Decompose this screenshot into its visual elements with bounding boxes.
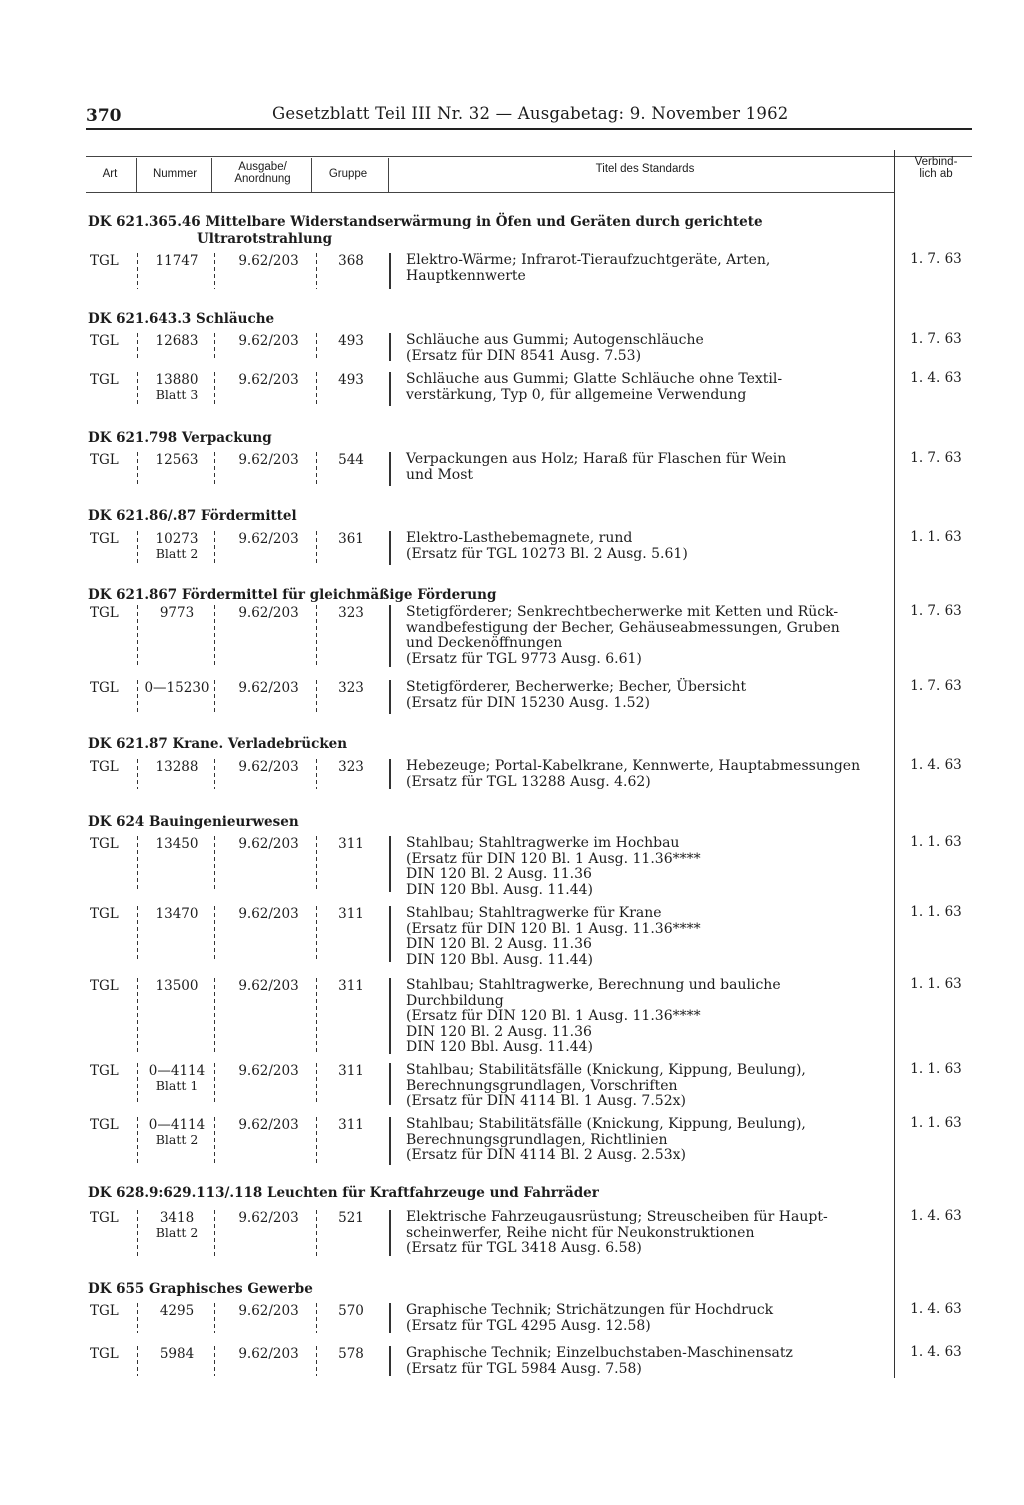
column-header-titel: Titel des Standards	[595, 163, 695, 175]
entry-gruppe: 311	[338, 836, 364, 852]
row-separator	[214, 759, 215, 789]
entry-ausgabe: 9.62/203	[238, 1117, 299, 1133]
entry-nummer: 12683	[155, 333, 199, 349]
entry-titel-line: verstärkung, Typ 0, für allgemeine Verwendung	[406, 386, 747, 403]
row-separator	[389, 759, 391, 789]
entry-titel-line: DIN 120 Bbl. Ausg. 11.44)	[406, 951, 593, 968]
row-separator	[137, 253, 138, 289]
row-separator	[137, 836, 138, 892]
entry-art: TGL	[90, 978, 119, 994]
section-heading	[88, 736, 347, 753]
section-heading	[88, 1281, 313, 1298]
column-header-top-rule	[86, 156, 972, 157]
row-separator	[389, 531, 391, 565]
entry-art: TGL	[90, 906, 119, 922]
row-separator	[389, 333, 391, 361]
entry-verbindlich: 1. 1. 63	[910, 834, 962, 850]
section-heading	[88, 311, 274, 328]
section-heading	[88, 1185, 599, 1202]
entry-nummer: 11747	[155, 253, 199, 269]
entry-gruppe: 323	[338, 759, 364, 775]
entry-titel-line: (Ersatz für DIN 4114 Bl. 2 Ausg. 2.53x)	[406, 1147, 686, 1163]
entry-ausgabe: 9.62/203	[238, 836, 299, 852]
row-separator	[214, 1210, 215, 1256]
entry-art: TGL	[90, 1346, 119, 1362]
entry-nummer: Blatt 1	[155, 1078, 199, 1093]
row-separator	[137, 452, 138, 486]
entry-titel-line: Graphische Technik; Einzelbuchstaben-Maschinensatz	[406, 1345, 793, 1361]
entry-titel-line: Schläuche aus Gummi; Autogenschläuche	[406, 332, 704, 348]
entry-verbindlich: 1. 1. 63	[910, 904, 962, 920]
entry-titel-line: Stahlbau; Stabilitätsfälle (Knickung, Kippung, Beulung),	[406, 1116, 806, 1132]
column-header-nummer: Nummer	[152, 168, 198, 180]
entry-titel-line: (Ersatz für TGL 9773 Ausg. 6.61)	[406, 650, 642, 667]
entry-titel-line: scheinwerfer, Reihe nicht für Neukonstruktionen	[406, 1224, 755, 1241]
entry-verbindlich: 1. 7. 63	[910, 603, 962, 619]
entry-titel-line: (Ersatz für TGL 4295 Ausg. 12.58)	[406, 1317, 651, 1334]
entry-art: TGL	[90, 1210, 119, 1226]
entry-ausgabe: 9.62/203	[238, 1346, 299, 1362]
entry-nummer: 13288	[155, 759, 199, 775]
entry-verbindlich: 1. 4. 63	[910, 1344, 962, 1360]
row-separator	[137, 906, 138, 962]
column-header-divider	[311, 158, 312, 192]
entry-nummer: 0—4114	[148, 1117, 206, 1133]
entry-gruppe: 493	[338, 372, 364, 388]
entry-titel-line: (Ersatz für DIN 15230 Ausg. 1.52)	[406, 694, 650, 711]
row-separator	[137, 1303, 138, 1333]
row-separator	[389, 836, 391, 892]
entry-art: TGL	[90, 1063, 119, 1079]
entry-titel-line: Elektro-Wärme; Infrarot-Tieraufzuchtgeräte, Arten,	[406, 252, 771, 268]
row-separator	[214, 1117, 215, 1165]
row-separator	[214, 836, 215, 892]
row-separator	[389, 1346, 391, 1376]
row-separator	[137, 759, 138, 789]
entry-titel-line: (Ersatz für TGL 13288 Ausg. 4.62)	[406, 773, 651, 790]
row-separator	[389, 680, 391, 714]
row-separator	[389, 1063, 391, 1105]
entry-verbindlich: 1. 4. 63	[910, 1301, 962, 1317]
entry-nummer: 9773	[159, 605, 195, 621]
entry-verbindlich: 1. 4. 63	[910, 1208, 962, 1224]
section-heading-line: DK 621.86/.87 Fördermittel	[88, 508, 297, 524]
row-separator	[214, 372, 215, 406]
section-heading-line: DK 655 Graphisches Gewerbe	[88, 1281, 313, 1297]
entry-gruppe: 311	[338, 1117, 364, 1133]
section-heading	[88, 430, 272, 447]
entry-titel-line: DIN 120 Bbl. Ausg. 11.44)	[406, 881, 593, 898]
row-separator	[316, 253, 317, 289]
entry-gruppe: 311	[338, 978, 364, 994]
entry-titel-line: (Ersatz für DIN 8541 Ausg. 7.53)	[406, 347, 642, 364]
row-separator	[389, 1117, 391, 1165]
right-column-rule	[894, 150, 895, 1378]
entry-art: TGL	[90, 680, 119, 696]
row-separator	[137, 372, 138, 406]
row-separator	[137, 605, 138, 667]
entry-gruppe: 361	[338, 531, 364, 547]
row-separator	[316, 452, 317, 486]
entry-ausgabe: 9.62/203	[238, 978, 299, 994]
entry-nummer: Blatt 2	[155, 546, 199, 561]
row-separator	[316, 680, 317, 714]
entry-nummer: Blatt 2	[155, 1132, 199, 1147]
entry-titel-line: Stahlbau; Stahltragwerke, Berechnung und bauliche	[406, 977, 781, 993]
entry-titel-line: Stahlbau; Stahltragwerke für Krane	[406, 905, 662, 921]
section-heading-line: DK 621.798 Verpackung	[88, 430, 272, 446]
entry-nummer: 12563	[155, 452, 199, 468]
entry-gruppe: 570	[338, 1303, 364, 1319]
column-header-divider	[136, 158, 137, 192]
entry-gruppe: 311	[338, 906, 364, 922]
entry-nummer: 0—4114	[148, 1063, 206, 1079]
entry-titel-line: DIN 120 Bl. 2 Ausg. 11.36	[406, 936, 592, 952]
section-heading-line: DK 624 Bauingenieurwesen	[88, 814, 299, 830]
entry-titel-line: Hauptkennwerte	[406, 267, 526, 284]
entry-art: TGL	[90, 605, 119, 621]
row-separator	[389, 452, 391, 486]
entry-titel-line: Durchbildung	[406, 992, 504, 1009]
entry-art: TGL	[90, 1117, 119, 1133]
entry-verbindlich: 1. 1. 63	[910, 529, 962, 545]
page-number: 370	[86, 106, 122, 126]
entry-ausgabe: 9.62/203	[238, 1210, 299, 1226]
row-separator	[214, 978, 215, 1054]
entry-verbindlich: 1. 4. 63	[910, 370, 962, 386]
section-heading-line: DK 621.87 Krane. Verladebrücken	[88, 736, 348, 752]
entry-nummer: 0—15230	[144, 680, 210, 696]
entry-titel-line: (Ersatz für DIN 120 Bl. 1 Ausg. 11.36****	[406, 920, 701, 937]
row-separator	[389, 253, 391, 289]
entry-titel-line: Stetigförderer; Senkrechtbecherwerke mit Ketten und Rück-	[406, 604, 839, 620]
entry-titel-line: Stahlbau; Stabilitätsfälle (Knickung, Kippung, Beulung),	[406, 1062, 806, 1078]
row-separator	[137, 1210, 138, 1256]
entry-verbindlich: 1. 1. 63	[910, 976, 962, 992]
row-separator	[389, 372, 391, 406]
row-separator	[214, 253, 215, 289]
section-heading	[88, 214, 763, 248]
row-separator	[214, 1346, 215, 1376]
entry-verbindlich: 1. 7. 63	[910, 251, 962, 267]
row-separator	[316, 1303, 317, 1333]
entry-titel-line: (Ersatz für DIN 120 Bl. 1 Ausg. 11.36****	[406, 1008, 701, 1024]
row-separator	[389, 978, 391, 1054]
column-header-art: Art	[102, 168, 118, 180]
entry-art: TGL	[90, 531, 119, 547]
row-separator	[214, 680, 215, 714]
entry-gruppe: 493	[338, 333, 364, 349]
entry-titel-line: Berechnungsgrundlagen, Vorschriften	[406, 1077, 678, 1094]
entry-verbindlich: 1. 4. 63	[910, 757, 962, 773]
page-header-title: Gesetzblatt Teil III Nr. 32 — Ausgabetag: 9. November 1962	[272, 104, 789, 123]
entry-titel-line: Elektro-Lasthebemagnete, rund	[406, 530, 633, 546]
entry-titel-line: (Ersatz für DIN 4114 Bl. 1 Ausg. 7.52x)	[406, 1093, 686, 1109]
row-separator	[214, 605, 215, 667]
section-heading-line: DK 621.867 Fördermittel für gleichmäßige Förderung	[88, 587, 497, 603]
entry-art: TGL	[90, 452, 119, 468]
row-separator	[137, 1117, 138, 1165]
row-separator	[137, 531, 138, 565]
entry-ausgabe: 9.62/203	[238, 372, 299, 388]
entry-nummer: 13470	[155, 906, 199, 922]
column-header-gruppe: Gruppe	[328, 168, 368, 180]
entry-titel-line: und Deckenöffnungen	[406, 635, 563, 651]
entry-art: TGL	[90, 1303, 119, 1319]
section-heading-line: DK 628.9:629.113/.118 Leuchten für Kraftfahrzeuge und Fahrräder	[88, 1185, 599, 1201]
row-separator	[137, 978, 138, 1054]
row-separator	[214, 333, 215, 361]
row-separator	[316, 1210, 317, 1256]
entry-gruppe: 368	[338, 253, 364, 269]
column-header-divider	[211, 158, 212, 192]
entry-titel-line: DIN 120 Bl. 2 Ausg. 11.36	[406, 866, 592, 882]
section-heading-line: DK 621.365.46 Mittelbare Widerstandserwärmung in Öfen und Geräten durch gerichtete	[88, 214, 763, 230]
section-heading	[88, 508, 297, 525]
entry-ausgabe: 9.62/203	[238, 253, 299, 269]
row-separator	[316, 978, 317, 1054]
entry-titel-line: DIN 120 Bl. 2 Ausg. 11.36	[406, 1023, 592, 1040]
entry-gruppe: 311	[338, 1063, 364, 1079]
section-heading-line: Ultrarotstrahlung	[197, 231, 333, 247]
entry-titel-line: (Ersatz für TGL 3418 Ausg. 6.58)	[406, 1240, 642, 1256]
entry-titel-line: (Ersatz für TGL 10273 Bl. 2 Ausg. 5.61)	[406, 545, 688, 562]
entry-nummer: 13450	[155, 836, 199, 852]
entry-titel-line: wandbefestigung der Becher, Gehäuseabmessungen, Gruben	[406, 619, 840, 636]
row-separator	[316, 605, 317, 667]
column-header-ausgabe: Ausgabe/	[238, 161, 287, 173]
entry-nummer: 10273	[155, 531, 199, 547]
entry-ausgabe: 9.62/203	[238, 759, 299, 775]
entry-ausgabe: 9.62/203	[238, 333, 299, 349]
entry-ausgabe: 9.62/203	[238, 531, 299, 547]
column-header-ausgabe: Anordnung	[234, 173, 291, 185]
row-separator	[316, 1346, 317, 1376]
column-header-verbindlich: Verbind-	[914, 156, 958, 168]
entry-gruppe: 323	[338, 680, 364, 696]
entry-nummer: Blatt 2	[155, 1225, 199, 1240]
row-separator	[389, 1210, 391, 1256]
entry-nummer: 5984	[159, 1346, 195, 1362]
section-heading	[88, 814, 299, 831]
entry-ausgabe: 9.62/203	[238, 1063, 299, 1079]
entry-titel-line: Hebezeuge; Portal-Kabelkrane, Kennwerte, Hauptabmessungen	[406, 758, 861, 774]
entry-ausgabe: 9.62/203	[238, 452, 299, 468]
row-separator	[316, 531, 317, 565]
row-separator	[214, 531, 215, 565]
entry-verbindlich: 1. 1. 63	[910, 1115, 962, 1131]
entry-art: TGL	[90, 759, 119, 775]
entry-titel-line: Stahlbau; Stahltragwerke im Hochbau	[406, 835, 680, 851]
entry-titel-line: Verpackungen aus Holz; Haraß für Flaschen für Wein	[406, 451, 787, 467]
entry-titel-line: (Ersatz für DIN 120 Bl. 1 Ausg. 11.36****	[406, 850, 701, 867]
column-header-verbindlich: lich ab	[919, 168, 953, 180]
row-separator	[389, 1303, 391, 1333]
entry-nummer: 4295	[159, 1303, 195, 1319]
row-separator	[316, 836, 317, 892]
row-separator	[214, 1303, 215, 1333]
row-separator	[316, 372, 317, 406]
entry-ausgabe: 9.62/203	[238, 680, 299, 696]
entry-verbindlich: 1. 7. 63	[910, 331, 962, 347]
entry-ausgabe: 9.62/203	[238, 1303, 299, 1319]
section-heading	[88, 587, 496, 604]
row-separator	[316, 906, 317, 962]
entry-art: TGL	[90, 253, 119, 269]
row-separator	[137, 1063, 138, 1105]
entry-gruppe: 521	[338, 1210, 364, 1226]
entry-gruppe: 544	[338, 452, 364, 468]
entry-titel-line: Schläuche aus Gummi; Glatte Schläuche ohne Textil-	[406, 371, 783, 387]
entry-nummer: 13880	[155, 372, 199, 388]
entry-art: TGL	[90, 836, 119, 852]
section-heading-line: DK 621.643.3 Schläuche	[88, 311, 275, 327]
row-separator	[214, 1063, 215, 1105]
entry-titel-line: DIN 120 Bbl. Ausg. 11.44)	[406, 1039, 593, 1055]
column-header-divider	[388, 158, 389, 192]
entry-nummer: 3418	[159, 1210, 195, 1226]
entry-verbindlich: 1. 7. 63	[910, 450, 962, 466]
row-separator	[316, 759, 317, 789]
row-separator	[316, 333, 317, 361]
header-rule	[86, 128, 972, 130]
row-separator	[214, 452, 215, 486]
entry-nummer: 13500	[155, 978, 199, 994]
entry-titel-line: Stetigförderer, Becherwerke; Becher, Übersicht	[406, 679, 747, 695]
entry-titel-line: und Most	[406, 466, 474, 483]
row-separator	[389, 605, 391, 667]
entry-ausgabe: 9.62/203	[238, 605, 299, 621]
entry-verbindlich: 1. 1. 63	[910, 1061, 962, 1077]
row-separator	[316, 1063, 317, 1105]
entry-nummer: Blatt 3	[155, 387, 199, 402]
entry-titel-line: Elektrische Fahrzeugausrüstung; Streuscheiben für Haupt-	[406, 1209, 828, 1225]
entry-titel-line: (Ersatz für TGL 5984 Ausg. 7.58)	[406, 1360, 642, 1377]
row-separator	[389, 906, 391, 962]
row-separator	[137, 1346, 138, 1376]
entry-gruppe: 578	[338, 1346, 364, 1362]
entry-art: TGL	[90, 372, 119, 388]
row-separator	[214, 906, 215, 962]
entry-art: TGL	[90, 333, 119, 349]
row-separator	[137, 680, 138, 714]
entry-ausgabe: 9.62/203	[238, 906, 299, 922]
entry-titel-line: Berechnungsgrundlagen, Richtlinien	[406, 1131, 668, 1148]
entry-verbindlich: 1. 7. 63	[910, 678, 962, 694]
column-header-bottom-rule	[86, 192, 894, 193]
row-separator	[316, 1117, 317, 1165]
entry-titel-line: Graphische Technik; Strichätzungen für Hochdruck	[406, 1302, 774, 1318]
row-separator	[137, 333, 138, 361]
entry-gruppe: 323	[338, 605, 364, 621]
